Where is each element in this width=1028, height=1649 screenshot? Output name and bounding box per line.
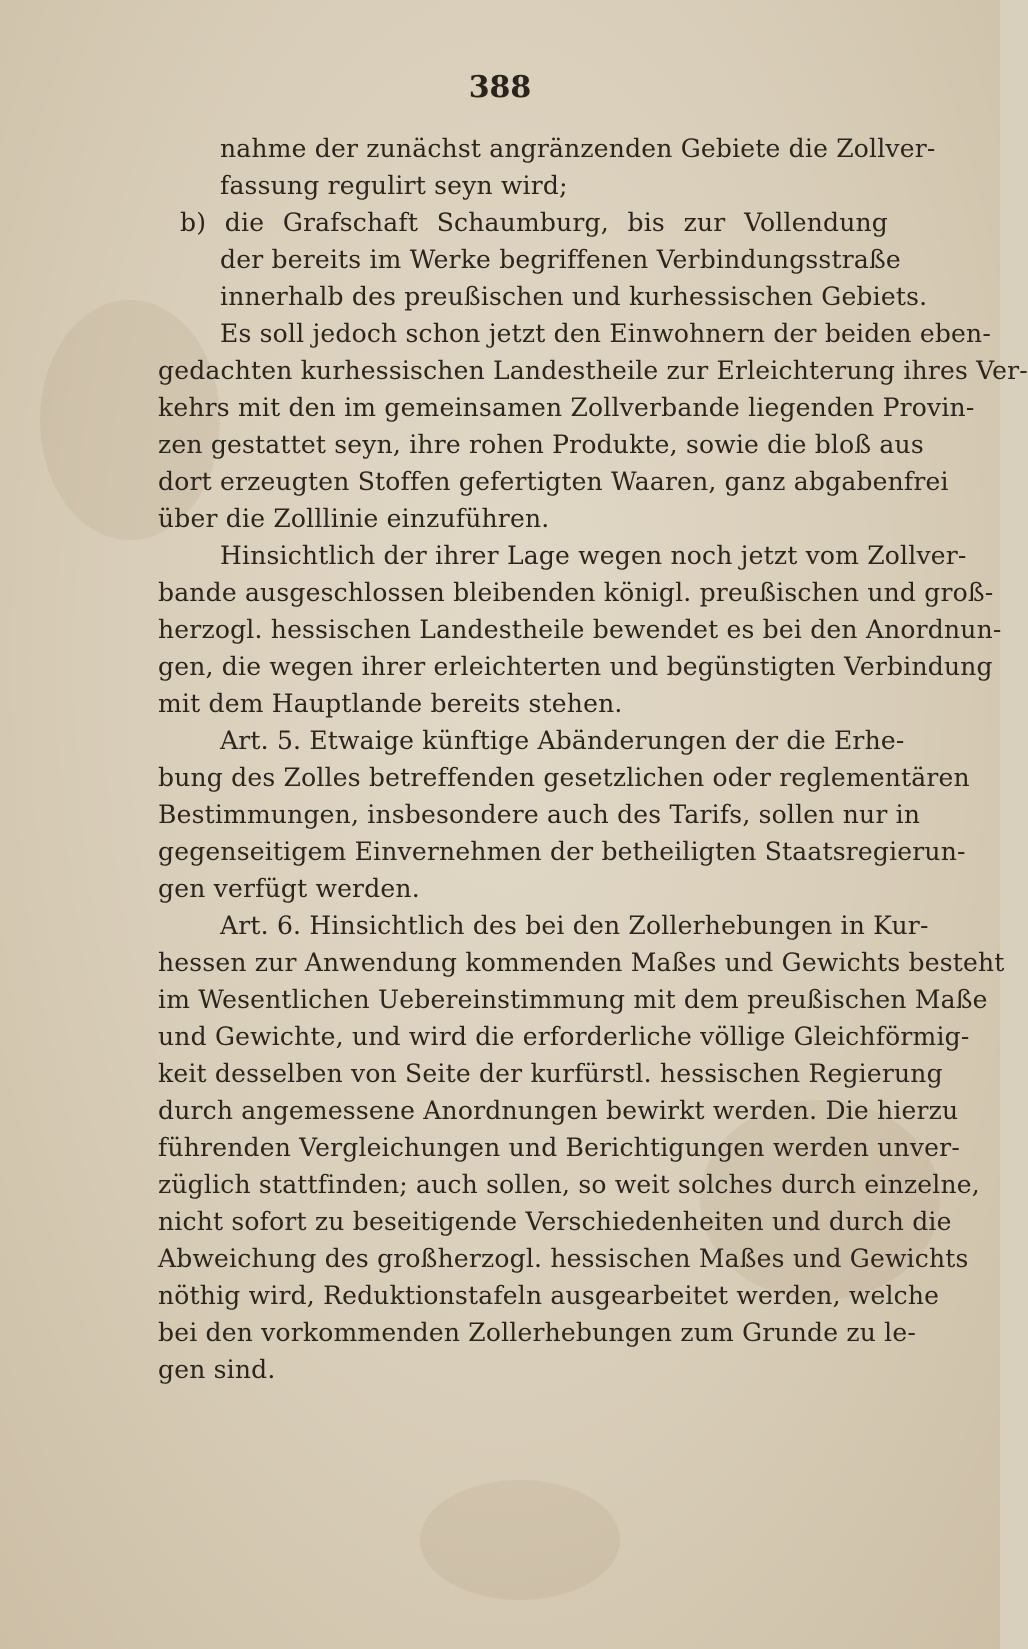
text-line: b) die Grafschaft Schaumburg, bis zur Vollendung bbox=[180, 208, 888, 237]
text-line: kehrs mit den im gemeinsamen Zollverbande liegenden Provin- bbox=[158, 393, 975, 422]
text-line: Art. 5. Etwaige künftige Abänderungen der die Erhe- bbox=[220, 726, 905, 755]
text-line: hessen zur Anwendung kommenden Maßes und Gewichts besteht bbox=[158, 948, 1005, 977]
text-line: Art. 6. Hinsichtlich des bei den Zollerhebungen in Kur- bbox=[220, 911, 929, 940]
text-line: nicht sofort zu beseitigende Verschiedenheiten und durch die bbox=[158, 1207, 952, 1236]
text-line: der bereits im Werke begriffenen Verbindungsstraße bbox=[220, 245, 901, 274]
text-line: Hinsichtlich der ihrer Lage wegen noch jetzt vom Zollver- bbox=[220, 541, 967, 570]
text-line: gegenseitigem Einvernehmen der betheiligten Staatsregierun- bbox=[158, 837, 966, 866]
paper-stain bbox=[420, 1480, 620, 1600]
text-line: über die Zolllinie einzuführen. bbox=[158, 504, 550, 533]
text-line: bei den vorkommenden Zollerhebungen zum Grunde zu le- bbox=[158, 1318, 917, 1347]
text-line: züglich stattfinden; auch sollen, so weit solches durch einzelne, bbox=[158, 1170, 980, 1199]
text-line: und Gewichte, und wird die erforderliche völlige Gleichförmig- bbox=[158, 1022, 970, 1051]
body-text bbox=[158, 130, 1028, 1388]
text-line: Es soll jedoch schon jetzt den Einwohnern der beiden eben- bbox=[220, 319, 991, 348]
text-line: im Wesentlichen Uebereinstimmung mit dem preußischen Maße bbox=[158, 985, 988, 1014]
text-line: gedachten kurhessischen Landestheile zur Erleichterung ihres Ver- bbox=[158, 356, 1028, 385]
text-line: nahme der zunächst angränzenden Gebiete die Zollver- bbox=[220, 134, 936, 163]
text-line: Abweichung des großherzogl. hessischen Maßes und Gewichts bbox=[158, 1244, 969, 1273]
page-number: 388 bbox=[468, 70, 532, 105]
text-line: Bestimmungen, insbesondere auch des Tarifs, sollen nur in bbox=[158, 800, 921, 829]
text-line: zen gestattet seyn, ihre rohen Produkte, sowie die bloß aus bbox=[158, 430, 924, 459]
text-line: mit dem Hauptlande bereits stehen. bbox=[158, 689, 623, 718]
text-line: keit desselben von Seite der kurfürstl. hessischen Regierung bbox=[158, 1059, 943, 1088]
text-line: gen verfügt werden. bbox=[158, 874, 420, 903]
text-line: gen sind. bbox=[158, 1355, 276, 1384]
text-line: durch angemessene Anordnungen bewirkt werden. Die hierzu bbox=[158, 1096, 959, 1125]
text-line: nöthig wird, Reduktionstafeln ausgearbeitet werden, welche bbox=[158, 1281, 940, 1310]
text-line: bung des Zolles betreffenden gesetzlichen oder reglementären bbox=[158, 763, 970, 792]
text-line: innerhalb des preußischen und kurhessischen Gebiets. bbox=[220, 282, 928, 311]
text-line: gen, die wegen ihrer erleichterten und begünstigten Verbindung bbox=[158, 652, 993, 681]
text-line: herzogl. hessischen Landestheile bewendet es bei den Anordnun- bbox=[158, 615, 1002, 644]
text-line: führenden Vergleichungen und Berichtigungen werden unver- bbox=[158, 1133, 960, 1162]
text-line: fassung regulirt seyn wird; bbox=[220, 171, 568, 200]
text-line: bande ausgeschlossen bleibenden königl. preußischen und groß- bbox=[158, 578, 994, 607]
text-line: dort erzeugten Stoffen gefertigten Waaren, ganz abgabenfrei bbox=[158, 467, 949, 496]
